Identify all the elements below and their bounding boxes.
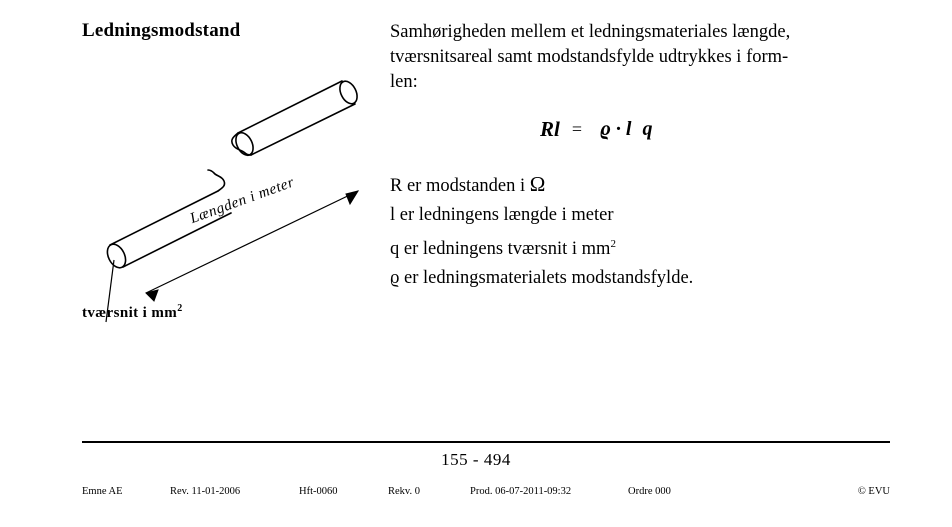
resistance-formula [540, 117, 890, 142]
intro-line-3: len: [390, 72, 418, 92]
intro-paragraph [390, 20, 890, 95]
legend-line-R [390, 170, 890, 201]
figure-length-label: Længden i meter [188, 174, 297, 228]
footer-meta-order: Ordre 000 [628, 486, 671, 497]
intro-line-2: tværsnitsareal samt modstandsfylde udtrykkes i form- [390, 47, 789, 67]
legend-q-text: q er ledningens tværsnit i mm [390, 239, 611, 260]
footer-divider [82, 441, 890, 443]
footer-meta-copyright: © EVU [857, 486, 890, 497]
figure-cross-section-text: tværsnit i mm [82, 305, 178, 321]
cable-figure [70, 60, 390, 340]
page-number: 155 - 494 [441, 450, 511, 469]
figure-cross-section-sup: 2 [177, 303, 183, 314]
legend-line-q [390, 230, 890, 264]
legend-line-rho: ϱ er ledningsmaterialets modstandsfylde. [390, 268, 694, 289]
ohm-symbol: Ω [529, 172, 546, 196]
legend-q-sup: 2 [610, 238, 616, 250]
legend-R-text: R er modstanden i [390, 176, 530, 196]
arrowhead-right [346, 191, 358, 204]
formula-fraction [594, 118, 652, 141]
formula-numerator: ϱ · l [600, 118, 632, 140]
figure-cross-section-label [82, 303, 183, 322]
left-column [82, 20, 382, 42]
footer-meta-booklet: Hft-0060 [299, 486, 338, 497]
footer-meta-subject: Emne AE [82, 486, 123, 497]
right-column [390, 20, 890, 293]
legend-line-l: l er ledningens længde i meter [390, 205, 614, 225]
page-title: Ledningsmodstand [82, 20, 241, 41]
formula-denominator: q [642, 118, 653, 140]
formula-lhs: Rl [540, 117, 560, 141]
footer-meta-production: Prod. 06-07-2011-09:32 [470, 486, 572, 497]
formula-equals: = [571, 119, 582, 139]
intro-line-1: Samhørigheden mellem et ledningsmateriales længde, [390, 22, 791, 42]
symbol-legend [390, 170, 890, 293]
footer-meta-requisition: Rekv. 0 [388, 486, 420, 497]
footer-meta-revision: Rev. 11-01-2006 [170, 486, 241, 497]
